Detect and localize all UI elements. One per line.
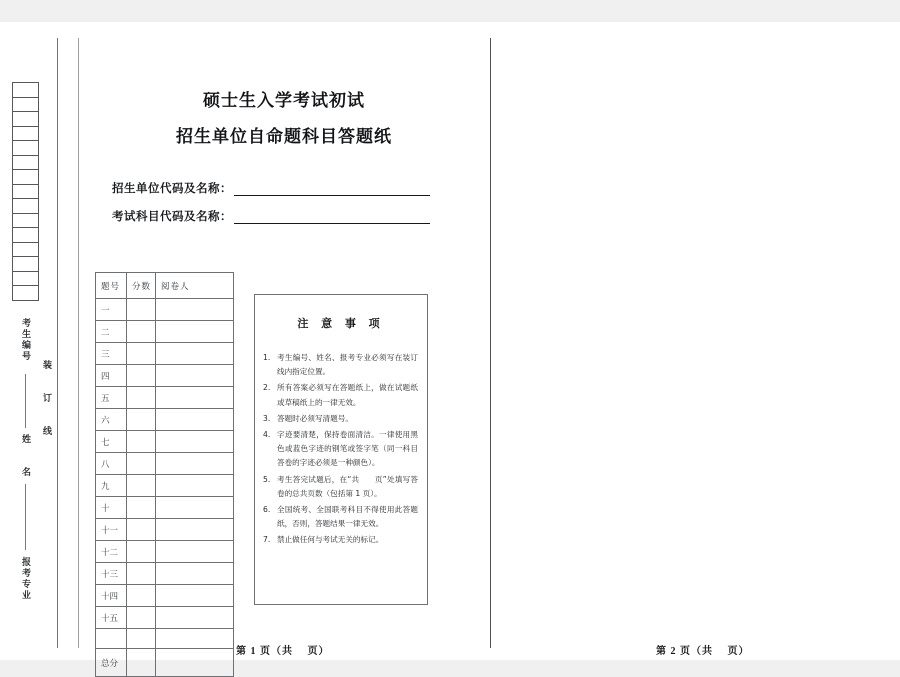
table-row [96, 475, 234, 497]
table-row [96, 541, 234, 563]
grader-cell[interactable] [156, 387, 234, 409]
notice-item-text: 考生答完试题后，在“共 页”处填写答卷的总共页数（包括第 1 页）。 [277, 474, 418, 498]
total-score-cell[interactable] [127, 649, 156, 677]
notice-list [255, 351, 427, 548]
table-row [96, 585, 234, 607]
row-label: 二 [96, 321, 127, 343]
row-label: 十四 [96, 585, 127, 607]
table-row [96, 497, 234, 519]
table-row [96, 365, 234, 387]
notice-item-text: 禁止做任何与考试无关的标记。 [277, 535, 384, 545]
major-write-line[interactable] [25, 484, 26, 550]
row-label: 一 [96, 299, 127, 321]
score-cell[interactable] [127, 321, 156, 343]
notice-item-number: 4. [263, 430, 271, 440]
list-item [255, 503, 427, 531]
grader-cell[interactable] [156, 365, 234, 387]
margin-rule-outer [57, 38, 58, 648]
score-cell[interactable] [127, 541, 156, 563]
candidate-number-box[interactable] [13, 228, 38, 243]
score-cell[interactable] [127, 497, 156, 519]
table-row [96, 299, 234, 321]
row-label: 十 [96, 497, 127, 519]
notice-item-text: 所有答案必须写在答题纸上，做在试题纸或草稿纸上的一律无效。 [277, 383, 418, 407]
row-label: 八 [96, 453, 127, 475]
score-cell[interactable] [127, 343, 156, 365]
row-label: 六 [96, 409, 127, 431]
candidate-number-box[interactable] [13, 127, 38, 142]
notice-item-number: 1. [263, 353, 271, 362]
grader-cell[interactable] [156, 409, 234, 431]
candidate-number-box[interactable] [13, 272, 38, 287]
grader-cell[interactable] [156, 343, 234, 365]
grader-cell[interactable] [156, 563, 234, 585]
score-table [95, 272, 234, 677]
table-row [96, 343, 234, 365]
candidate-number-box[interactable] [13, 141, 38, 156]
candidate-number-box[interactable] [13, 243, 38, 258]
page-footer-right: 第 2 页（共 页） [656, 646, 750, 657]
list-item [255, 351, 427, 379]
list-item [255, 412, 427, 426]
row-label: 七 [96, 431, 127, 453]
score-cell[interactable] [127, 453, 156, 475]
score-cell[interactable] [127, 365, 156, 387]
notice-item-number: 2. [263, 383, 271, 393]
score-cell[interactable] [127, 563, 156, 585]
grader-cell[interactable] [156, 321, 234, 343]
score-cell[interactable] [127, 431, 156, 453]
row-label [96, 629, 127, 649]
score-cell[interactable] [127, 629, 156, 649]
notice-box [254, 294, 428, 605]
score-cell[interactable] [127, 475, 156, 497]
row-label: 十一 [96, 519, 127, 541]
page-footer-left: 第 1 页（共 页） [236, 646, 330, 657]
row-label: 十五 [96, 607, 127, 629]
column-header-grader: 阅卷人 [156, 273, 234, 299]
table-row [96, 453, 234, 475]
candidate-number-box[interactable] [13, 286, 38, 301]
candidate-number-box[interactable] [13, 257, 38, 272]
candidate-number-box[interactable] [13, 112, 38, 127]
exam-subject-field[interactable] [112, 208, 430, 224]
row-label: 三 [96, 343, 127, 365]
table-row [96, 409, 234, 431]
grader-cell[interactable] [156, 629, 234, 649]
grader-cell[interactable] [156, 299, 234, 321]
binding-line-label: 装 订 线 [41, 360, 51, 442]
notice-item-text: 全国统考、全国联考科目不得使用此答题纸，否则，答题结果一律无效。 [277, 505, 418, 529]
candidate-number-label: 考生编号 [20, 318, 30, 362]
name-write-line[interactable] [25, 374, 26, 428]
grader-cell[interactable] [156, 453, 234, 475]
admission-unit-label: 招生单位代码及名称： [112, 183, 232, 195]
candidate-number-box[interactable] [13, 170, 38, 185]
candidate-number-box[interactable] [13, 214, 38, 229]
grader-cell[interactable] [156, 607, 234, 629]
score-cell[interactable] [127, 519, 156, 541]
exam-subject-label: 考试科目代码及名称： [112, 211, 232, 223]
row-label: 五 [96, 387, 127, 409]
table-row-total [96, 649, 234, 677]
grader-cell[interactable] [156, 585, 234, 607]
notice-item-number: 3. [263, 413, 271, 423]
column-header-score: 分数 [127, 273, 156, 299]
grader-cell[interactable] [156, 519, 234, 541]
score-cell[interactable] [127, 607, 156, 629]
page-title: 硕士生入学考试初试 [203, 91, 365, 110]
notice-item-text: 答题时必须写清题号。 [277, 413, 353, 423]
grader-cell[interactable] [156, 497, 234, 519]
column-header-question-no: 题号 [96, 273, 127, 299]
notice-item-number: 6. [263, 505, 271, 515]
table-row [96, 607, 234, 629]
answer-sheet-spread [0, 22, 900, 669]
row-label: 四 [96, 365, 127, 387]
major-label: 报考专业 [20, 557, 30, 601]
grader-cell[interactable] [156, 541, 234, 563]
notice-item-text: 考生编号、姓名、报考专业必须写在装订线内指定位置。 [277, 353, 418, 377]
name-label: 姓 名 [20, 434, 30, 483]
notice-title: 注 意 事 项 [297, 318, 385, 330]
candidate-number-box[interactable] [13, 185, 38, 200]
table-row [96, 387, 234, 409]
admission-unit-input[interactable] [234, 182, 430, 196]
list-item [255, 533, 427, 547]
grader-cell[interactable] [156, 475, 234, 497]
row-label: 十三 [96, 563, 127, 585]
exam-subject-input[interactable] [234, 210, 430, 224]
total-label: 总分 [96, 649, 127, 677]
score-cell[interactable] [127, 387, 156, 409]
list-item [255, 428, 427, 471]
notice-item-number: 7. [263, 535, 271, 545]
notice-item-text: 字迹要清楚，保持卷面清洁。一律使用黑色或蓝色字迹的钢笔或签字笔（同一科目答卷的字迹必须是一种颜色）。 [277, 430, 418, 468]
list-item [255, 381, 427, 409]
table-row [96, 431, 234, 453]
candidate-number-box[interactable] [13, 83, 38, 98]
table-row-blank [96, 629, 234, 649]
list-item [255, 473, 427, 501]
page-divider [490, 38, 491, 648]
table-header-row [96, 273, 234, 299]
candidate-number-boxes[interactable] [12, 82, 39, 301]
total-grader-cell[interactable] [156, 649, 234, 677]
score-cell[interactable] [127, 409, 156, 431]
candidate-number-box[interactable] [13, 199, 38, 214]
grader-cell[interactable] [156, 431, 234, 453]
score-cell[interactable] [127, 585, 156, 607]
page-subtitle: 招生单位自命题科目答题纸 [176, 127, 392, 146]
admission-unit-field[interactable] [112, 180, 430, 196]
candidate-number-box[interactable] [13, 98, 38, 113]
table-row [96, 563, 234, 585]
score-cell[interactable] [127, 299, 156, 321]
row-label: 九 [96, 475, 127, 497]
table-row [96, 519, 234, 541]
candidate-number-box[interactable] [13, 156, 38, 171]
table-row [96, 321, 234, 343]
row-label: 十二 [96, 541, 127, 563]
notice-item-number: 5. [263, 474, 271, 484]
